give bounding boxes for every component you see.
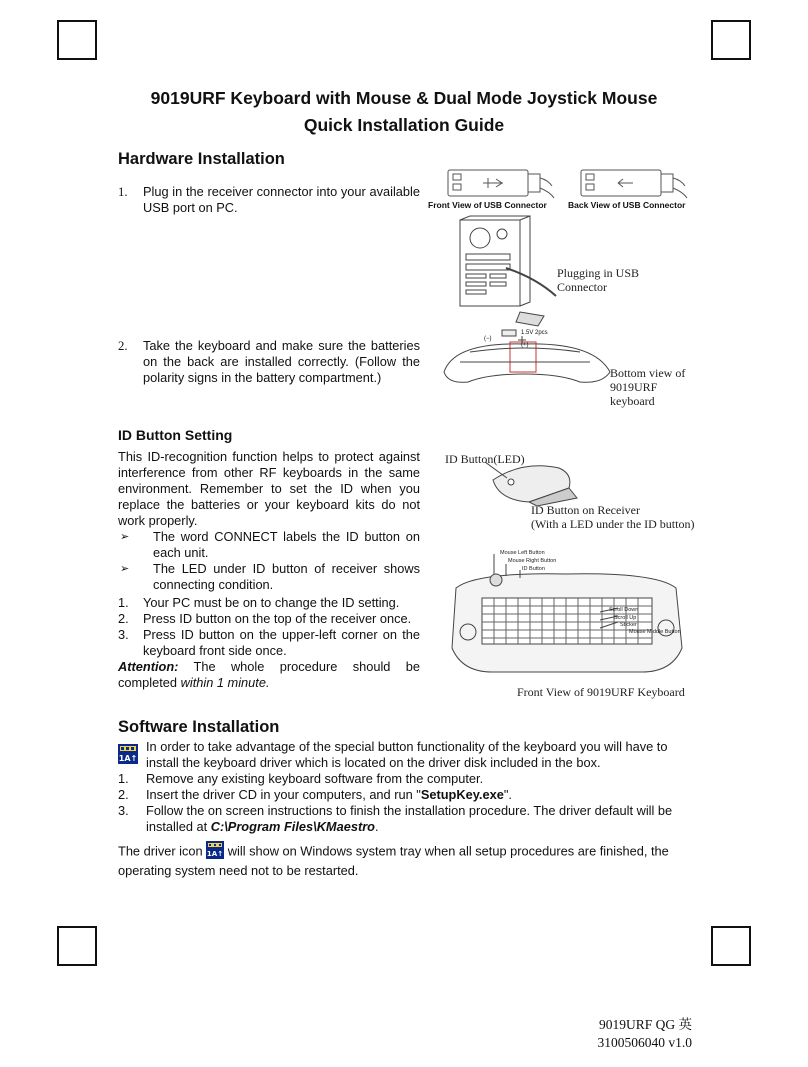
step-text: Plug in the receiver connector into your available USB port on PC. xyxy=(143,184,420,215)
scroll-down-label: Scroll Down xyxy=(609,607,639,613)
plugging-caption: Plugging in USB Connector xyxy=(557,266,640,294)
mouse-middle-label: Mouse Middle Button xyxy=(629,629,681,635)
attention-text: The whole procedure should be completed xyxy=(118,659,420,690)
mouse-right-label: Mouse Right Button xyxy=(508,558,557,564)
outro-text-end: will show on Windows system tray when all setup procedures are finished, the operating system need not to be restarted. xyxy=(118,843,669,878)
id-setting-heading: ID Button Setting xyxy=(118,427,233,443)
receiver-caption-2: (With a LED under the ID button) xyxy=(531,517,695,531)
step-number: 1. xyxy=(118,771,129,786)
id-step xyxy=(118,611,420,627)
software-step xyxy=(118,771,698,787)
crop-mark-bottom-left xyxy=(57,926,97,966)
step-text: Your PC must be on to change the ID setting. xyxy=(143,595,400,610)
sticker-label: Sticker xyxy=(620,622,637,628)
step-number: 3. xyxy=(118,627,129,642)
battery-plus: (+) xyxy=(521,342,529,348)
hardware-step-2 xyxy=(118,338,420,386)
footer-part-number: 3100506040 v1.0 xyxy=(597,1035,692,1050)
install-path: C:\Program Files\KMaestro xyxy=(210,819,376,834)
inline-driver-icon xyxy=(206,841,224,863)
crop-mark-top-left xyxy=(57,20,97,60)
software-outro xyxy=(118,841,698,879)
step-text: Follow the on screen instructions to finish the installation procedure. The driver default will be installed at xyxy=(146,803,673,834)
id-intro-paragraph: This ID-recognition function helps to protect against interference from other RF keyboards in the same environment. Remember to set the ID when you replace the batteries or your keyboard kits do not work properly. xyxy=(118,449,420,528)
step-text: Press ID button on the top of the receiver once. xyxy=(143,611,412,626)
keyboard-front-illustration xyxy=(448,548,688,683)
step-text: Remove any existing keyboard software from the computer. xyxy=(146,771,484,786)
driver-tray-icon xyxy=(118,744,138,764)
document-title: 9019URF Keyboard with Mouse & Dual Mode Joystick Mouse xyxy=(150,88,658,108)
driver-icon-text: 1A↑ xyxy=(118,754,138,763)
id-step xyxy=(118,627,420,659)
step-text: Press ID button on the upper-left corner on the keyboard front side once. xyxy=(143,627,420,658)
software-heading: Software Installation xyxy=(118,718,280,736)
usb-connector-illustration xyxy=(428,162,698,204)
crop-mark-bottom-right xyxy=(711,926,751,966)
setup-filename: SetupKey.exe xyxy=(420,787,504,802)
id-setting-text xyxy=(118,449,420,691)
keyboard-front-caption: Front View of 9019URF Keyboard xyxy=(517,685,685,699)
battery-label: 1.5V 2pcs xyxy=(521,330,548,336)
bullet-text: The LED under ID button of receiver shows connecting condition. xyxy=(153,561,420,592)
hardware-step-1 xyxy=(118,184,420,216)
id-led-label: ID Button(LED) xyxy=(445,452,525,466)
receiver-illustration xyxy=(485,456,585,506)
step-number: 1. xyxy=(118,185,128,199)
step-number: 1. xyxy=(118,595,129,610)
mouse-left-label: Mouse Left Button xyxy=(500,550,545,556)
footer xyxy=(560,1016,692,1052)
attention-label: Attention: xyxy=(118,659,179,674)
arrow-bullet-icon: ➢ xyxy=(120,563,130,575)
battery-minus: (−) xyxy=(484,336,492,342)
driver-icon-text: 1A↑ xyxy=(207,850,224,858)
bottom-view-caption: Bottom view of 9019URF keyboard xyxy=(610,366,686,408)
back-usb-caption: Back View of USB Connector xyxy=(568,200,686,210)
driver-icon xyxy=(118,744,138,769)
software-step xyxy=(118,803,698,835)
step-text: Take the keyboard and make sure the batteries on the back are installed correctly. (Follow the polarity signs in the battery compartment.) xyxy=(143,338,420,385)
bullet-text: The word CONNECT labels the ID button on each unit. xyxy=(153,529,420,560)
arrow-bullet-icon: ➢ xyxy=(120,531,130,543)
step-number: 2. xyxy=(118,611,129,626)
step-number: 2. xyxy=(118,787,129,802)
step-text-end: . xyxy=(375,819,379,834)
id-bullet xyxy=(118,529,420,561)
id-button-label: ID Button xyxy=(522,566,545,572)
document-subtitle: Quick Installation Guide xyxy=(303,115,505,135)
attention-note xyxy=(118,659,420,691)
driver-tray-icon-inline xyxy=(206,841,224,859)
step-number: 3. xyxy=(118,803,129,818)
outro-text-start: The driver icon xyxy=(118,843,207,859)
software-step xyxy=(118,787,698,803)
id-bullet xyxy=(118,561,420,593)
footer-model: 9019URF QG 英 xyxy=(598,1017,692,1032)
receiver-caption-1: ID Button on Receiver xyxy=(531,503,640,517)
step-text-end: ". xyxy=(503,787,512,802)
software-intro: In order to take advantage of the special button functionality of the keyboard you will have to install the keyboard driver which is located on the driver disk included in the box. xyxy=(146,739,668,770)
front-usb-caption: Front View of USB Connector xyxy=(428,200,547,210)
pc-and-keyboard-bottom-illustration xyxy=(440,212,620,392)
crop-mark-top-right xyxy=(711,20,751,60)
id-step xyxy=(118,595,420,611)
software-steps xyxy=(118,771,698,835)
scroll-up-label: Scroll Up xyxy=(614,615,637,621)
attention-emphasis: within 1 minute. xyxy=(180,675,270,690)
step-text: Insert the driver CD in your computers, and run " xyxy=(146,787,421,802)
step-number: 2. xyxy=(118,339,128,353)
hardware-heading: Hardware Installation xyxy=(118,150,285,168)
